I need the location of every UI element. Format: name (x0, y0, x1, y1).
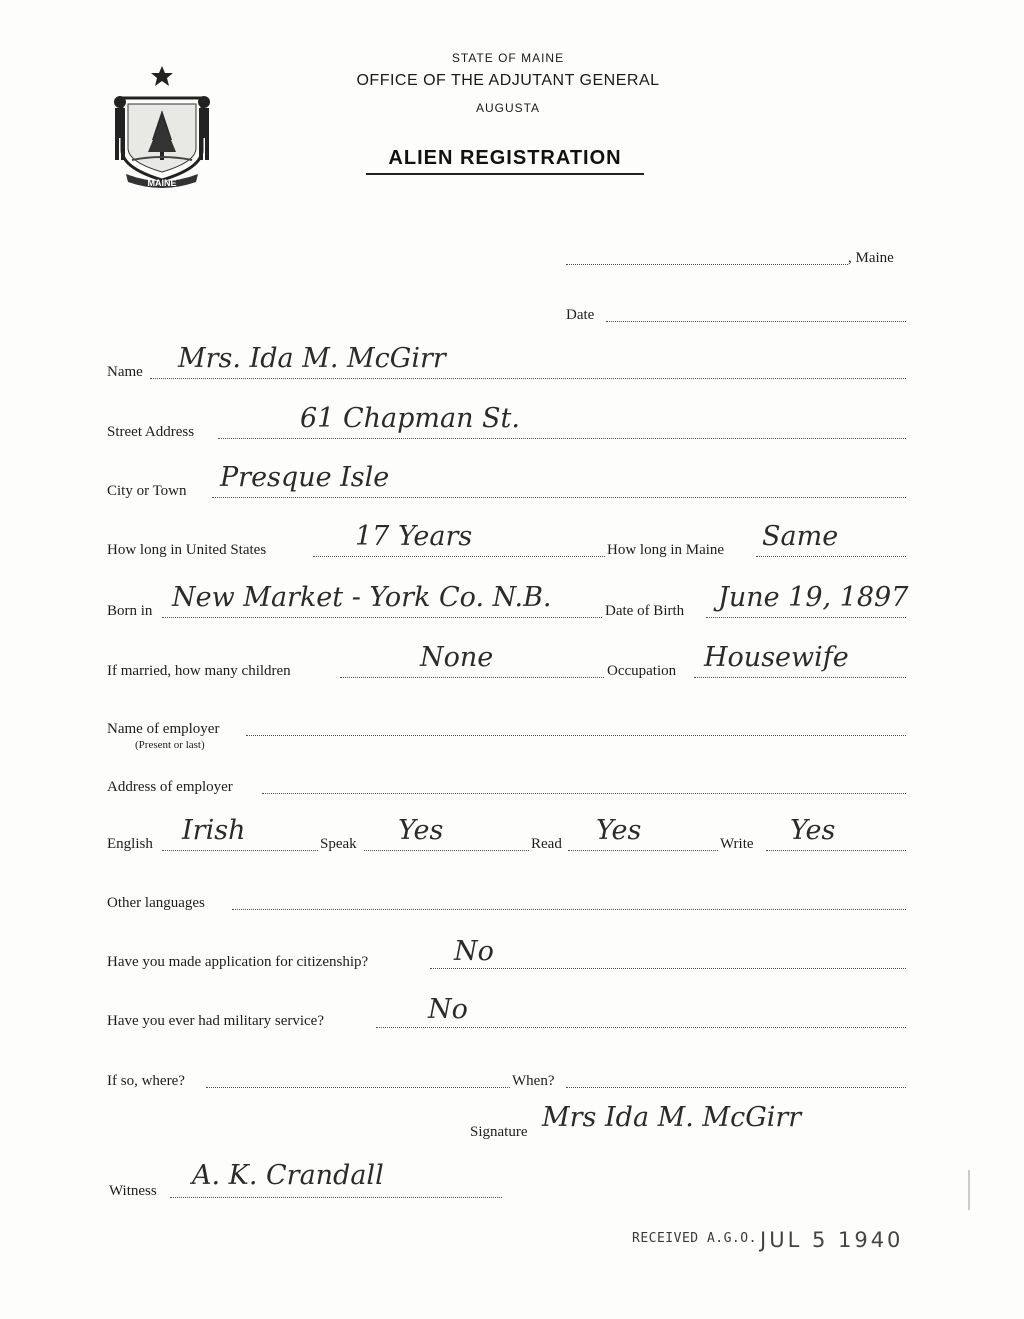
street-address-label: Street Address (107, 424, 195, 440)
read-entry: Yes (596, 815, 642, 846)
employer-address-line (262, 793, 906, 794)
name-line (150, 378, 906, 379)
signature-label: Signature (470, 1124, 528, 1140)
city-entry: Presque Isle (220, 462, 390, 493)
children-label: If married, how many children (107, 663, 291, 679)
where-line (206, 1087, 510, 1088)
citizenship-label: Have you made application for citizenship? (107, 954, 369, 970)
english-line (162, 850, 318, 851)
how-long-maine-label: How long in Maine (607, 542, 725, 558)
how-long-maine-entry: Same (762, 521, 839, 552)
maine-state-seal-icon (108, 62, 216, 190)
date-label: Date (566, 307, 595, 323)
where-label: If so, where? (107, 1073, 185, 1089)
date-of-birth-entry: June 19, 1897 (718, 582, 909, 613)
write-entry: Yes (790, 815, 836, 846)
date-line (606, 321, 906, 322)
title-underline (366, 173, 644, 175)
occupation-label: Occupation (607, 663, 677, 679)
city-heading: AUGUSTA (475, 101, 541, 115)
name-label: Name (107, 364, 143, 380)
military-entry: No (428, 994, 468, 1025)
witness-entry: A. K. Crandall (192, 1160, 384, 1191)
occupation-entry: Housewife (704, 642, 849, 673)
speak-entry: Yes (398, 815, 444, 846)
signature-entry: Mrs Ida M. McGirr (542, 1102, 802, 1133)
date-of-birth-line (706, 617, 906, 618)
how-long-us-line (313, 556, 605, 557)
street-address-line (218, 438, 906, 439)
received-stamp-text: RECEIVED A.G.O. (632, 1231, 757, 1246)
witness-label: Witness (109, 1183, 157, 1199)
when-label: When? (512, 1073, 555, 1089)
name-entry: Mrs. Ida M. McGirr (178, 343, 446, 374)
born-in-line (162, 617, 602, 618)
children-entry: None (420, 642, 494, 673)
when-line (566, 1087, 906, 1088)
city-label: City or Town (107, 483, 187, 499)
other-languages-label: Other languages (107, 895, 205, 911)
how-long-us-label: How long in United States (107, 542, 267, 558)
city-line (212, 497, 906, 498)
maine-label: , Maine (848, 250, 894, 266)
office-heading: OFFICE OF THE ADJUTANT GENERAL (356, 72, 660, 89)
born-in-entry: New Market - York Co. N.B. (172, 582, 552, 613)
date-of-birth-label: Date of Birth (605, 603, 685, 619)
witness-line (170, 1197, 502, 1198)
military-label: Have you ever had military service? (107, 1013, 324, 1029)
state-heading: STATE OF MAINE (451, 51, 565, 65)
citizenship-entry: No (454, 936, 494, 967)
citizenship-line (430, 968, 906, 969)
employer-address-label: Address of employer (107, 779, 233, 795)
write-label: Write (720, 836, 754, 852)
how-long-maine-line (756, 556, 906, 557)
employer-note: (Present or last) (135, 739, 205, 751)
received-stamp-date: JUL 5 1940 (760, 1228, 904, 1252)
speak-line (364, 850, 529, 851)
write-line (766, 850, 906, 851)
children-line (340, 677, 604, 678)
svg-text:MAINE: MAINE (147, 178, 177, 188)
other-languages-line (232, 909, 906, 910)
english-entry: Irish (182, 815, 246, 846)
page-edge-mark (968, 1170, 970, 1210)
place-line (566, 264, 848, 265)
read-label: Read (531, 836, 562, 852)
military-line (376, 1027, 906, 1028)
speak-label: Speak (320, 836, 357, 852)
how-long-us-entry: 17 Years (355, 521, 473, 552)
employer-name-label: Name of employer (107, 721, 220, 737)
employer-name-line (246, 735, 906, 736)
born-in-label: Born in (107, 603, 153, 619)
form-title: ALIEN REGISTRATION (388, 147, 622, 169)
english-label: English (107, 836, 153, 852)
street-address-entry: 61 Chapman St. (300, 403, 520, 434)
occupation-line (694, 677, 906, 678)
read-line (568, 850, 718, 851)
